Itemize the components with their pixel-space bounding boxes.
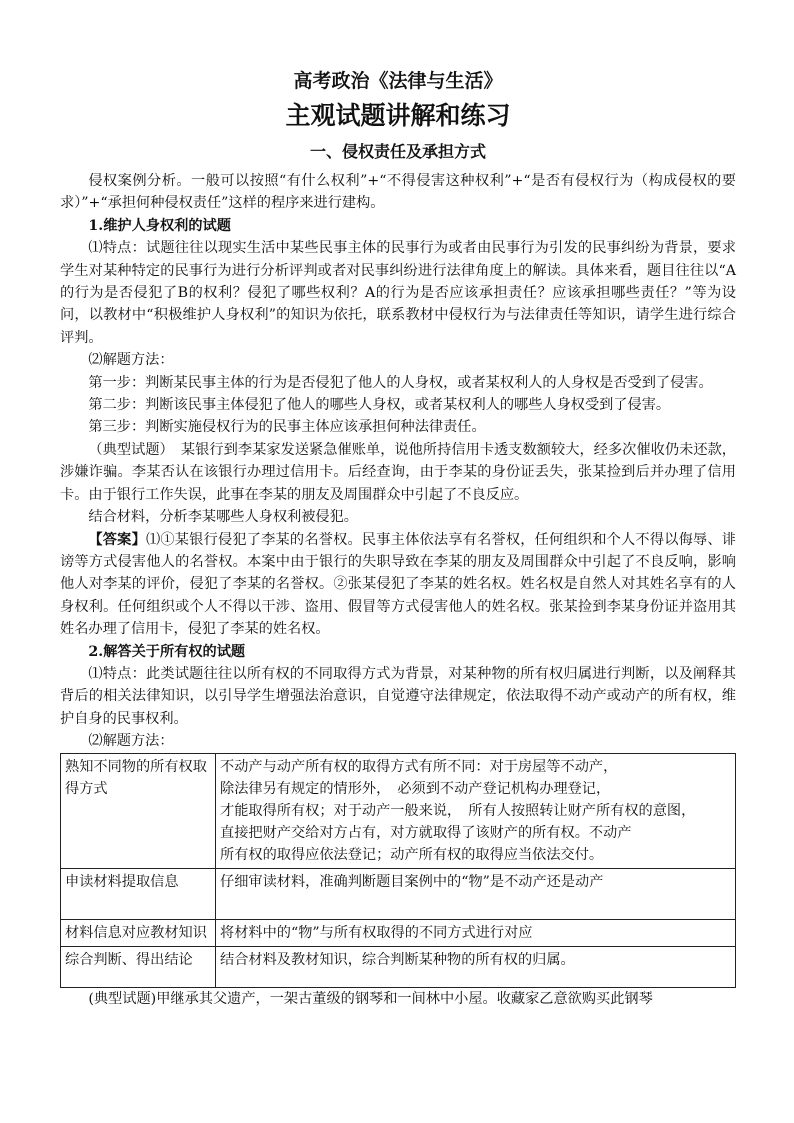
table-row-label: 申读材料提取信息: [61, 868, 216, 919]
table-content-line: 才能取得所有权；对于动产一般来说， 所有人按照转让财产所有权的意图，: [220, 802, 696, 819]
table-row-label: 熟知不同物的所有权取得方式: [61, 753, 216, 868]
part1-question: 结合材料，分析李某哪些人身权利被侵犯。: [88, 509, 358, 526]
table-row-label: 材料信息对应教材知识: [61, 919, 216, 946]
part2-example: (典型试题)甲继承其父遗产，一架古董级的钢琴和一间林中小屋。收藏家乙意欲购买此钢琴: [88, 990, 653, 1007]
part2-method-label: ⑵解题方法：: [88, 733, 174, 750]
part1-step2: 第二步：判断该民事主体侵犯了他人的哪些人身权，或者某权利人的哪些人身权受到了侵害。: [88, 397, 671, 414]
section-title: 一、侵权责任及承担方式: [309, 142, 486, 161]
part1-method-label: ⑵解题方法：: [88, 352, 174, 369]
table-content-line: 不动产与动产所有权的取得方式有所不同：对于房屋等不动产，: [220, 758, 618, 775]
table-content-line: 结合材料及教材知识，综合判断某种物的所有权的归属。: [220, 951, 575, 968]
table-content-line: 仔细审读材料，准确判断题目案例中的“物”是不动产还是动产: [220, 873, 604, 890]
table-content-line: 所有权的取得应依法登记；动产所有权的取得应当依法交付。: [220, 846, 604, 863]
part1-step3: 第三步：判断实施侵权行为的民事主体应该承担何种法律责任。: [88, 419, 486, 436]
document-subtitle: 主观试题讲解和练习: [285, 101, 511, 130]
table-row-label: 综合判断、得出结论: [61, 946, 216, 987]
table-content-line: 直接把财产交给对方占有，对方就取得了该财产的所有权。不动产: [220, 824, 632, 841]
table-content-line: 除法律另有规定的情形外， 必须到不动产登记机构办理登记，: [220, 780, 611, 797]
table-row-content: [216, 919, 736, 946]
part2-heading: 2.解答关于所有权的试题: [88, 643, 246, 660]
part1-heading: 1.维护人身权利的试题: [88, 217, 231, 234]
answer-text: ⑴①某银行侵犯了李某的名誉权。民事主体依法享有名誉权，任何组织和个人不得以侮辱、诽谤等方式侵害他人的名誉权。本案中由于银行的失职导致在李某的朋友及周围群众中引起了不良反响，影响他人对李某的评价，侵犯了李某的名誉权。②张某侵犯了李某的姓名权。姓名权是自然人对其姓名享有的人身权利。任何组织或个人不得以干涉、盗用、假冒等方式侵害他人的姓名权。张某捡到李某身份证并盗用其姓名办理了信用卡，侵犯了李某的姓名权。: [60, 531, 736, 638]
table-row: [61, 919, 736, 946]
part1-feature: ⑴特点：试题往往以现实生活中某些民事主体的民事行为或者由民事行为引发的民事纠纷为背景，要求学生对某种特定的民事行为进行分析评判或者对民事纠纷进行法律角度上的解读。具体来看，题目往往以“A的行为是否侵犯了B的权利？侵犯了哪些权利？A的行为是否应该承担责任？应该承担哪些责任？”等为设问，以教材中“积极维护人身权利”的知识为依托，联系教材中侵权行为与法律责任等知识，请学生进行综合评判。: [60, 240, 736, 346]
table-row-content: [216, 753, 736, 868]
table-row-content: [216, 868, 736, 919]
document-page: [60, 68, 736, 1010]
table-row: [61, 946, 736, 987]
part1-example: （典型试题） 某银行到李某家发送紧急催账单，说他所持信用卡透支数额较大，经多次催收仍未还款，涉嫌诈骗。李某否认在该银行办理过信用卡。后经查询，由于李某的身份证丢失，张某捡到后并办理了信用卡。由于银行工作失误，此事在李某的朋友及周围群众中引起了不良反应。: [60, 441, 736, 503]
table-row-content: [216, 946, 736, 987]
part1-answer: [60, 529, 736, 641]
intro-paragraph: 侵权案例分析。一般可以按照“有什么权利”+“不得侵害这种权利”+“是否有侵权行为（构成侵权的要求）”+“承担何种侵权责任”这样的程序来进行建构。: [60, 173, 736, 212]
table-content-line: 将材料中的“物”与所有权取得的不同方式进行对应: [220, 924, 533, 941]
method-table: [60, 753, 736, 988]
part2-feature: ⑴特点：此类试题往往以所有权的不同取得方式为背景，对某种物的所有权归属进行判断，以及阐释其背后的相关法律知识，以引导学生增强法治意识，自觉遵守法律规定，依法取得不动产或动产的所有权，维护自身的民事权利。: [60, 665, 736, 727]
document-title: 高考政治《法律与生活》: [293, 70, 503, 92]
table-row: [61, 753, 736, 868]
table-row: [61, 868, 736, 919]
part1-step1: 第一步：判断某民事主体的行为是否侵犯了他人的人身权，或者某权利人的人身权是否受到了侵害。: [88, 374, 713, 391]
answer-label: 【答案】: [88, 531, 146, 548]
